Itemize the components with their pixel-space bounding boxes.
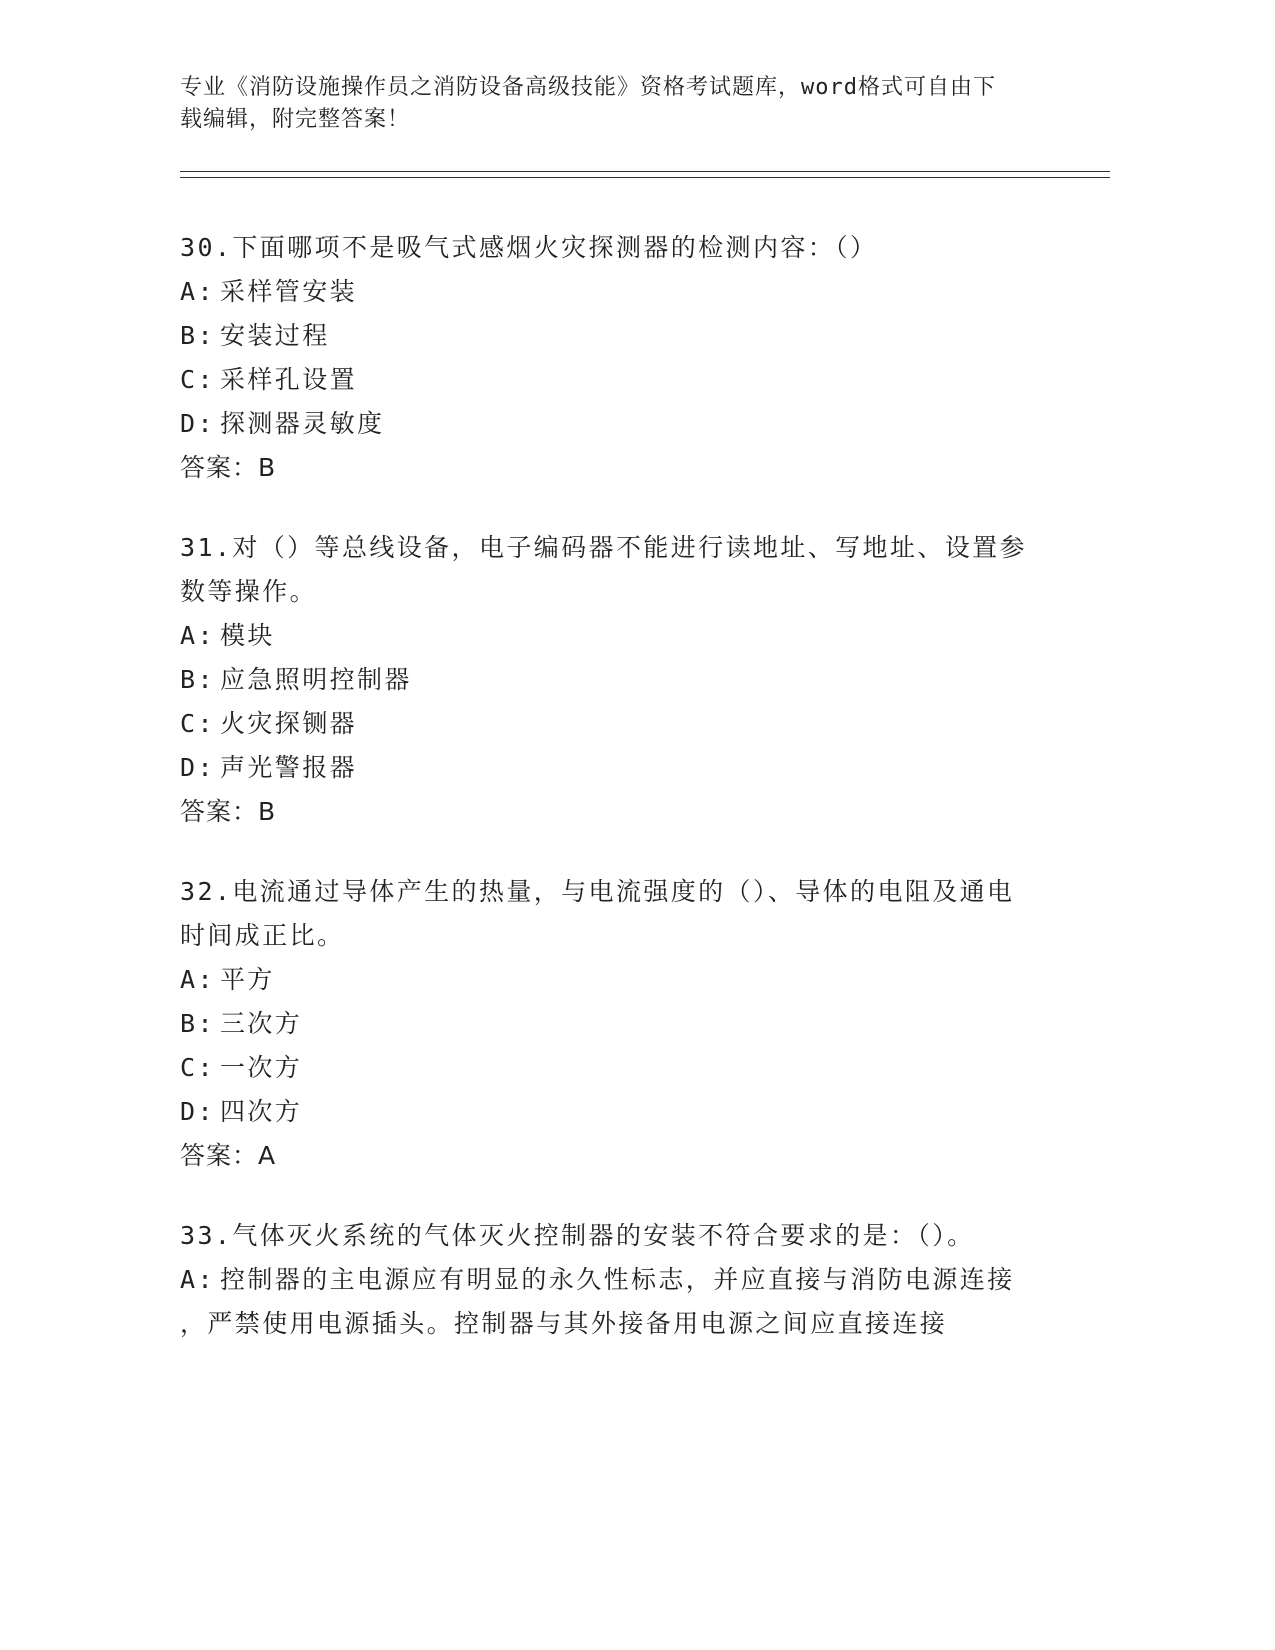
option-text: 三次方 bbox=[220, 1009, 303, 1038]
option-a bbox=[180, 1258, 1060, 1302]
option-text: 四次方 bbox=[220, 1097, 303, 1126]
option-b bbox=[180, 658, 1060, 702]
option-text: 声光警报器 bbox=[220, 753, 358, 782]
option-text-continued: ，严禁使用电源插头。控制器与其外接备用电源之间应直接连接 bbox=[180, 1309, 948, 1338]
option-c bbox=[180, 1046, 1060, 1090]
option-text: 控制器的主电源应有明显的永久性标志，并应直接与消防电源连接 bbox=[220, 1265, 1015, 1294]
option-text: 应急照明控制器 bbox=[220, 665, 412, 694]
option-letter: A: bbox=[180, 965, 215, 994]
option-d bbox=[180, 402, 1060, 446]
question-list bbox=[180, 226, 1060, 1382]
option-letter: A: bbox=[180, 277, 215, 306]
header-divider-top bbox=[180, 171, 1110, 172]
question-30 bbox=[180, 226, 1060, 490]
option-text: 采样孔设置 bbox=[220, 365, 358, 394]
option-b bbox=[180, 314, 1060, 358]
option-letter: D: bbox=[180, 1097, 215, 1126]
option-text: 一次方 bbox=[220, 1053, 303, 1082]
answer-line: 答案：A bbox=[180, 1141, 277, 1170]
option-a bbox=[180, 614, 1060, 658]
answer-line: 答案：B bbox=[180, 453, 277, 482]
document-header bbox=[180, 72, 1040, 136]
option-letter: B: bbox=[180, 1009, 215, 1038]
question-stem-continued: 数等操作。 bbox=[180, 577, 318, 606]
option-letter: A: bbox=[180, 621, 215, 650]
option-c bbox=[180, 358, 1060, 402]
header-divider-bottom bbox=[180, 177, 1110, 178]
answer-line: 答案：B bbox=[180, 797, 277, 826]
option-text: 安装过程 bbox=[220, 321, 330, 350]
option-text: 探测器灵敏度 bbox=[220, 409, 385, 438]
question-32 bbox=[180, 870, 1060, 1178]
option-letter: D: bbox=[180, 409, 215, 438]
option-a bbox=[180, 270, 1060, 314]
option-letter: C: bbox=[180, 365, 215, 394]
option-text: 火灾探铡器 bbox=[220, 709, 358, 738]
option-letter: C: bbox=[180, 709, 215, 738]
question-31 bbox=[180, 526, 1060, 834]
option-a-continued bbox=[180, 1302, 1060, 1346]
option-b bbox=[180, 1002, 1060, 1046]
option-text: 模块 bbox=[220, 621, 275, 650]
option-letter: B: bbox=[180, 321, 215, 350]
option-d bbox=[180, 746, 1060, 790]
option-letter: A: bbox=[180, 1265, 215, 1294]
option-text: 采样管安装 bbox=[220, 277, 358, 306]
question-stem-continued: 时间成正比。 bbox=[180, 921, 345, 950]
option-c bbox=[180, 702, 1060, 746]
option-a bbox=[180, 958, 1060, 1002]
question-stem: 32.电流通过导体产生的热量，与电流强度的（）、导体的电阻及通电 bbox=[180, 877, 1015, 906]
option-text: 平方 bbox=[220, 965, 275, 994]
question-stem: 31.对（）等总线设备，电子编码器不能进行读地址、写地址、设置参 bbox=[180, 533, 1027, 562]
header-text-line-1: 专业《消防设施操作员之消防设备高级技能》资格考试题库，word格式可自由下 bbox=[180, 75, 996, 100]
question-33 bbox=[180, 1214, 1060, 1346]
option-letter: D: bbox=[180, 753, 215, 782]
question-stem: 33.气体灭火系统的气体灭火控制器的安装不符合要求的是：（）。 bbox=[180, 1221, 975, 1250]
question-stem: 30.下面哪项不是吸气式感烟火灾探测器的检测内容：（） bbox=[180, 233, 878, 262]
header-text-line-2: 载编辑，附完整答案！ bbox=[180, 107, 411, 132]
option-letter: C: bbox=[180, 1053, 215, 1082]
option-letter: B: bbox=[180, 665, 215, 694]
option-d bbox=[180, 1090, 1060, 1134]
